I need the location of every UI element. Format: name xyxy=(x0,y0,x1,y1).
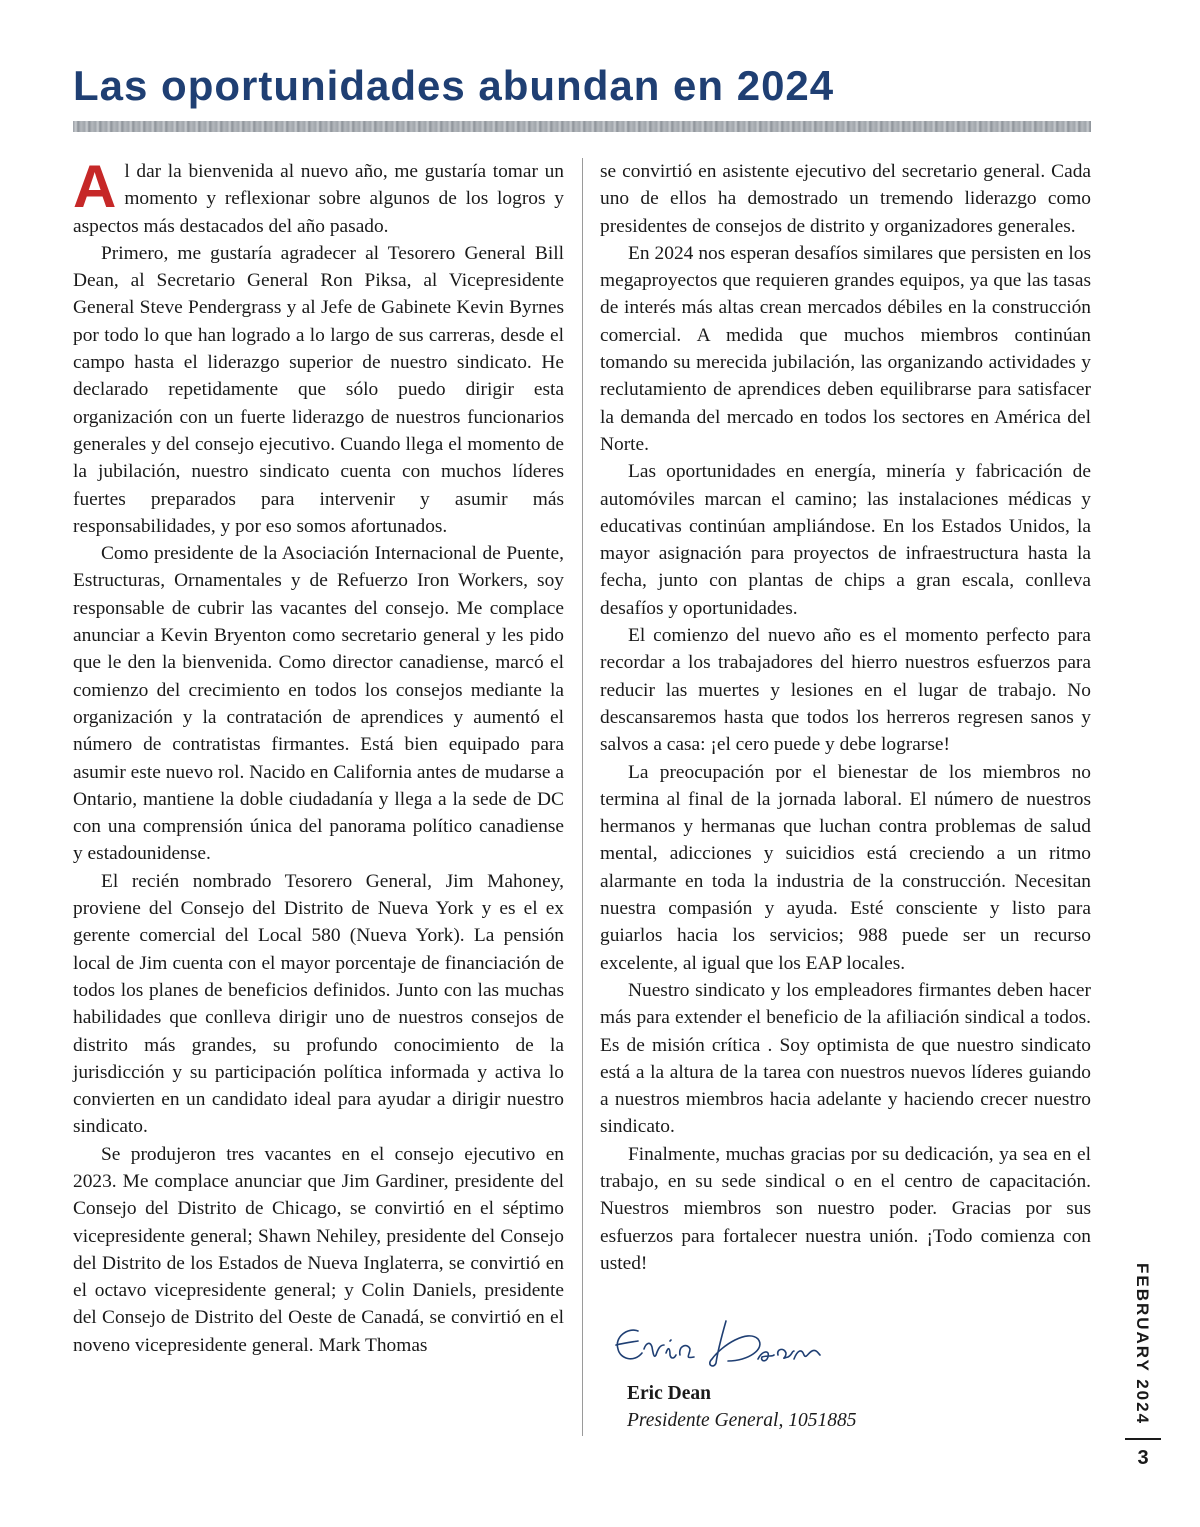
page-number-rule xyxy=(1125,1438,1161,1440)
article-column-right xyxy=(600,158,1091,1277)
article-paragraph: Primero, me gustaría agradecer al Tesorero General Bill Dean, al Secretario General Ron Piksa, al Vicepresidente General Steve Pendergrass y al Jefe de Gabinete Kevin Byrnes por todo lo que han logrado a lo largo de sus carreras, desde el campo hasta el liderazgo superior de nuestro sindicato. He declarado repetidamente que sólo puedo dirigir esta organización con un fuerte liderazgo de nuestros funcionarios generales y del consejo ejecutivo. Cuando llega el momento de la jubilación, nuestro sindicato cuenta con muchos líderes fuertes preparados para intervenir y asumir más responsabilidades, y por eso somos afortunados. xyxy=(73,242,564,537)
article-paragraph: El comienzo del nuevo año es el momento perfecto para recordar a los trabajadores del hierro nuestros esfuerzos para reducir las muertes y lesiones en el lugar de trabajo. No descansaremos hasta que todos los herreros regresen sanos y salvos a casa: ¡el cero puede y debe lograrse! xyxy=(600,625,1091,756)
page-title: Las oportunidades abundan en 2024 xyxy=(73,62,835,109)
issue-date-label xyxy=(1122,1259,1162,1429)
title-rule-bar xyxy=(73,121,1091,132)
signer-title: Presidente General, 1051885 xyxy=(627,1410,857,1431)
article-paragraph: Nuestro sindicato y los empleadores firmantes deben hacer más para extender el beneficio de la afiliación sindical a todos. Es de misión crítica . Soy optimista de que nuestro sindicato está a la altura de la tarea con nuestros nuevos líderes guiando a nuestros miembros hacia adelante y haciendo crecer nuestro sindicato. xyxy=(600,979,1091,1138)
paragraph-text: l dar la bienvenida al nuevo año, me gustaría tomar un momento y reflexionar sobre algunos de los logros y aspectos más destacados del año pasado. xyxy=(73,161,564,237)
article-paragraph: Como presidente de la Asociación Internacional de Puente, Estructuras, Ornamentales y de Refuerzo Iron Workers, soy responsable de cubrir las vacantes del consejo. Me complace anunciar a Kevin Bryenton como secretario general y les pido que le den la bienvenida. Como director canadiense, marcó el comienzo del crecimiento en todos los consejos mediante la organización y la contratación de aprendices y aumentó el número de contratistas firmantes. Está bien equipado para asumir este nuevo rol. Nacido en California antes de mudarse a Ontario, mantiene la doble ciudadanía y llega a la sede de DC con una comprensión única del panorama político canadiense y estadounidense. xyxy=(73,543,564,865)
article-paragraph: Finalmente, muchas gracias por su dedicación, ya sea en el trabajo, en su sede sindical o en el centro de capacitación. Nuestros miembros son nuestro poder. Gracias por sus esfuerzos para fortalecer nuestra unión. ¡Todo comienza con usted! xyxy=(600,1143,1091,1274)
page-number: 3 xyxy=(1137,1447,1149,1469)
article-paragraph: El recién nombrado Tesorero General, Jim Mahoney, proviene del Consejo del Distrito de Nueva York y es el ex gerente comercial del Local 580 (Nueva York). La pensión local de Jim cuenta con el mayor porcentaje de financiación de todos los planes de beneficios definidos. Junto con las muchas habilidades que conlleva dirigir uno de nuestros consejos de distrito más grandes, su profundo conocimiento de la jurisdicción y su participación política informada y activa lo convierten en un candidato ideal para ayudar a dirigir nuestro sindicato. xyxy=(73,870,564,1138)
signer-name: Eric Dean xyxy=(627,1383,711,1404)
issue-date-text: FEBRUARY 2024 xyxy=(1133,1262,1152,1426)
article-paragraph: se convirtió en asistente ejecutivo del secretario general. Cada uno de ellos ha demostrado un tremendo liderazgo como presidentes de consejos de distrito y organizadores generales. xyxy=(600,161,1091,237)
drop-cap: A xyxy=(73,153,117,220)
article-column-left xyxy=(73,153,564,1359)
article-paragraph: Se produjeron tres vacantes en el consejo ejecutivo en 2023. Me complace anunciar que Jim Gardiner, presidente del Consejo del Distrito de Chicago, se convirtió en el séptimo vicepresidente general; Shawn Nehiley, presidente del Consejo del Distrito de los Estados de Nueva Inglaterra, se convirtió en el octavo vicepresidente general; y Colin Daniels, presidente del Consejo de Distrito del Oeste de Canadá, se convirtió en el noveno vicepresidente general. Mark Thomas xyxy=(73,1143,564,1356)
handwritten-signature xyxy=(608,1315,828,1377)
column-divider xyxy=(582,158,583,1436)
article-paragraph: Las oportunidades en energía, minería y fabricación de automóviles marcan el camino; las instalaciones médicas y educativas continúan ampliándose. En los Estados Unidos, la mayor asignación para proyectos de infraestructura hasta la fecha, junto con plantas de chips a gran escala, conlleva desafíos y oportunidades. xyxy=(600,461,1091,619)
article-paragraph: En 2024 nos esperan desafíos similares que persisten en los megaproyectos que requieren grandes equipos, ya que las tasas de interés más altas crean mercados débiles en la construcción comercial. A medida que muchos miembros continúan tomando su merecida jubilación, las organizando actividades y reclutamiento de aprendices deben equilibrarse para satisfacer la demanda del mercado en todos los sectores en América del Norte. xyxy=(600,242,1091,455)
article-paragraph: La preocupación por el bienestar de los miembros no termina al final de la jornada laboral. El número de nuestros hermanos y hermanas que luchan contra problemas de salud mental, adicciones y suicidios está creciendo a un ritmo alarmante en toda la industria de la construcción. Necesitan nuestra compasión y ayuda. Esté consciente y listo para guiarlos hacia los servicios; 988 puede ser un recurso excelente, al igual que los EAP locales. xyxy=(600,761,1091,974)
article-paragraph xyxy=(73,153,564,240)
